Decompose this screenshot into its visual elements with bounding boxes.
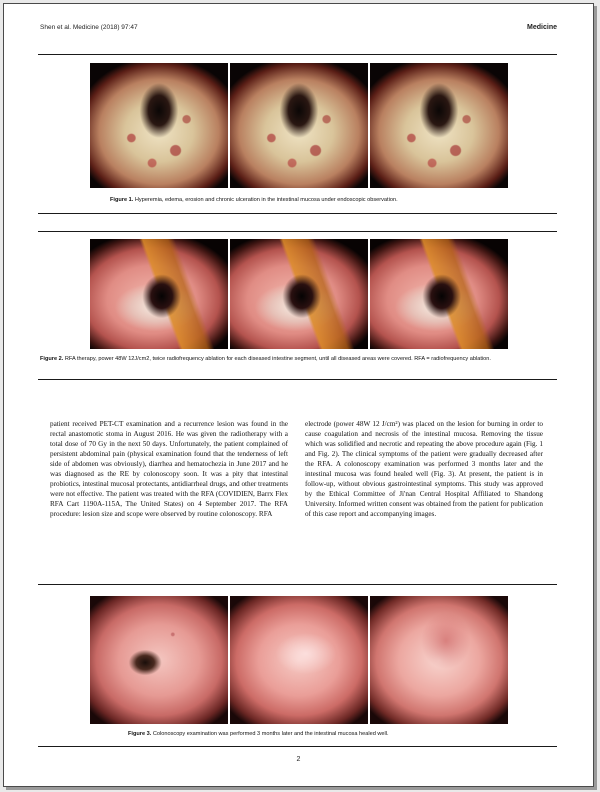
figure-1-image-c [370, 63, 508, 188]
figure-3-caption-text: Colonoscopy examination was performed 3 months later and the intestinal mucosa healed well. [152, 731, 389, 737]
journal-page [3, 3, 594, 787]
figure-1-label: Figure 1. [110, 197, 134, 203]
figure-2-top-rule [38, 231, 557, 232]
header-rule [38, 54, 557, 55]
figure-1-caption [110, 197, 510, 204]
figure-3-caption [128, 731, 508, 738]
figure-2-label: Figure 2. [40, 356, 64, 362]
body-column-right: electrode (power 48W 12 J/cm²) was placed on the lesion for burning in order to cause coagulation and necrosis of the intestinal mucosa. Removing the tissue which was solidified and necrotic and repeating the above procedure again (Fig. 1 and Fig. 2). The clinical symptoms of the patient were gradually decreased after the RFA. A colonoscopy examination was performed 3 months later and the intestinal mucosa was found healed well (Fig. 3). At present, the patient is in follow-up, without obvious gastrointestinal symptoms. This study was approved by the Ethical Committee of Ji'nan Central Hospital Affiliated to Shandong University. Informed written consent was obtained from the patient for publication of this case report and accompanying images. [305, 420, 543, 519]
figure-3-image-a [90, 596, 228, 724]
figure-2-images [90, 239, 508, 349]
figure-1-rule [38, 213, 557, 214]
page-number: 2 [296, 756, 301, 763]
running-header-journal: Medicine [527, 24, 557, 31]
figure-3-image-c [370, 596, 508, 724]
figure-1-images [90, 63, 508, 188]
figure-2-caption [40, 356, 556, 363]
figure-3-label: Figure 3. [128, 731, 152, 737]
figure-1-caption-text: Hyperemia, edema, erosion and chronic ulceration in the intestinal mucosa under endoscopic observation. [134, 197, 398, 203]
figure-3-top-rule [38, 584, 557, 585]
figure-3-images [90, 596, 508, 724]
figure-2-image-c [370, 239, 508, 349]
running-header-citation: Shen et al. Medicine (2018) 97:47 [40, 24, 138, 31]
figure-2-rule [38, 379, 557, 380]
figure-2-image-a [90, 239, 228, 349]
figure-2-caption-text: RFA therapy, power 48W 12J/cm2, twice radiofrequency ablation for each diseased intestine segment, until all diseased areas were covered. RFA = radiofrequency ablation. [64, 356, 491, 362]
figure-3-image-b [230, 596, 368, 724]
figure-1-image-a [90, 63, 228, 188]
figure-1-image-b [230, 63, 368, 188]
figure-3-rule [38, 746, 557, 747]
body-column-left: patient received PET-CT examination and a recurrence lesion was found in the rectal anastomotic stoma in August 2016. He was given the radiotherapy with a total dose of 70 Gy in the next 50 days. Unfortunately, the patient complained of persistent abdominal pain (physical examination found that the tenderness of left side of abdomen was obviously), diarrhea and hematochezia in June 2017 and he was diagnosed as the RE by colonoscopy soon. It was a pity that intestinal probiotics, intestinal mucosal protectants, antidiarrheal drugs, and other treatments were not effective. The patient was treated with the RFA (COVIDIEN, Barrx Flex RFA Cart 1190A-115A, The United States) on 4 September 2017. The RFA procedure: lesion size and scope were observed by routine colonoscopy. RFA [50, 420, 288, 519]
figure-2-image-b [230, 239, 368, 349]
